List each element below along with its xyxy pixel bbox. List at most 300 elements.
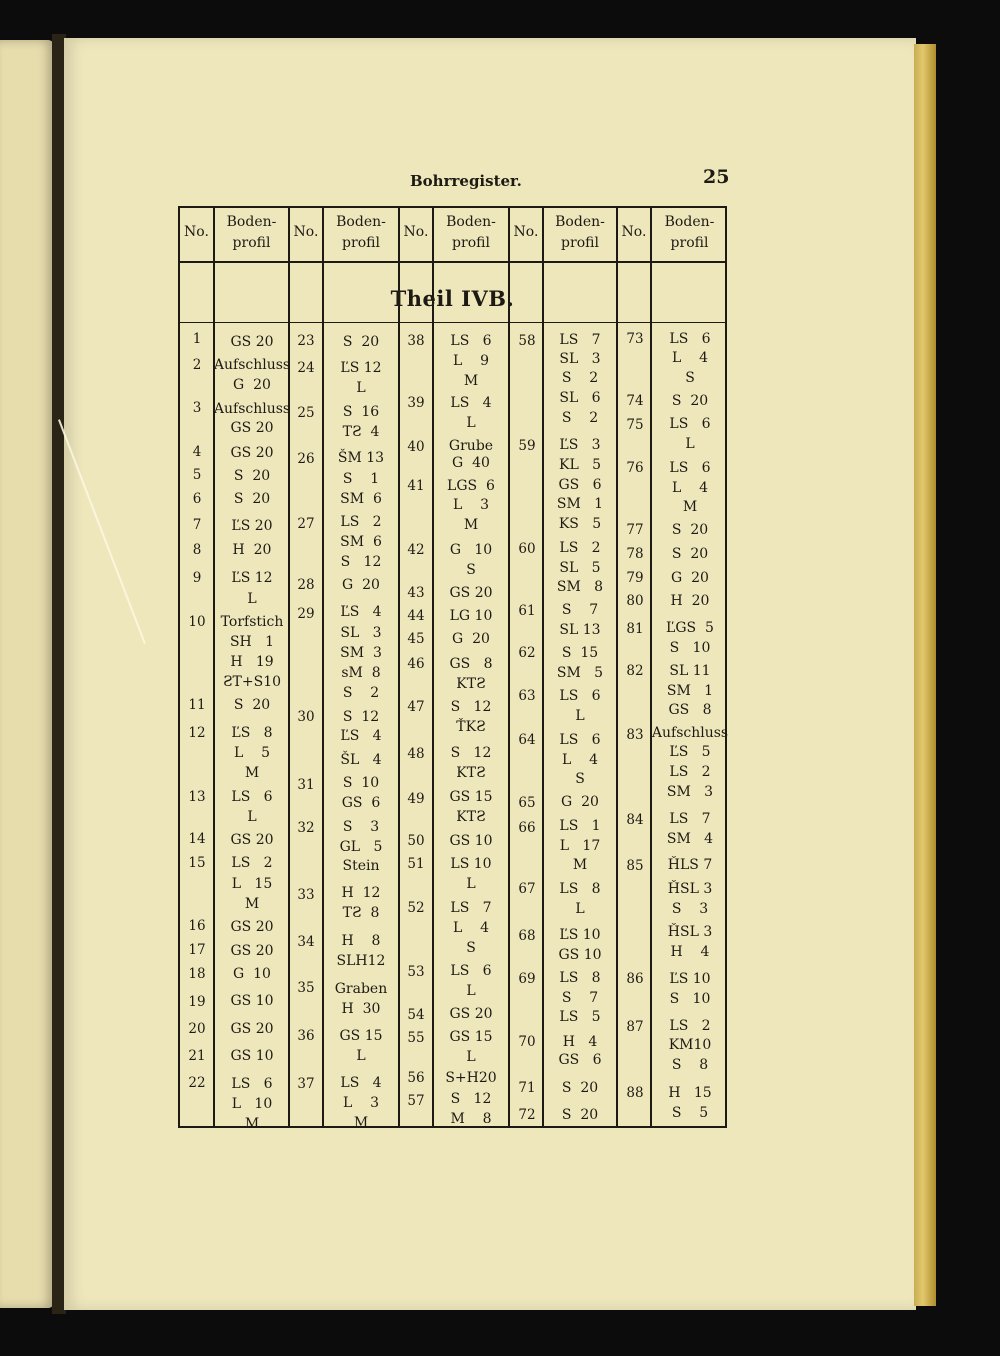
entry-number: 8 — [192, 542, 202, 558]
soil-profile-entry: SL 6 — [559, 390, 601, 406]
header-no: No. — [293, 224, 319, 240]
entry-number: 13 — [188, 789, 206, 805]
soil-profile-entry: L — [466, 983, 476, 999]
soil-profile-entry: S 3 — [342, 819, 380, 835]
soil-profile-entry: L — [247, 591, 257, 607]
header-profile-line2: profil — [670, 235, 709, 251]
soil-profile-entry: KTƧ — [456, 765, 486, 781]
soil-profile-entry: L 4 — [561, 752, 599, 768]
soil-profile-entry: L 4 — [452, 920, 490, 936]
soil-profile-entry: S 10 — [669, 640, 711, 656]
soil-profile-entry: SL 13 — [559, 622, 601, 638]
left-page-edge — [0, 40, 54, 1308]
soil-profile-entry: SM 6 — [340, 491, 382, 507]
soil-profile-entry: ȞSL 3 — [667, 881, 713, 897]
column-rule — [616, 208, 618, 1126]
entry-number: 86 — [626, 971, 644, 987]
entry-number: 27 — [297, 516, 315, 532]
entry-number: 82 — [626, 663, 644, 679]
entry-number: 1 — [192, 331, 202, 347]
soil-profile-entry: S 12 — [450, 699, 492, 715]
soil-profile-entry: LS 6 — [450, 963, 492, 979]
soil-profile-entry: LS 8 — [559, 970, 601, 986]
header-profile-line1: Boden- — [336, 214, 386, 230]
entry-number: 62 — [518, 645, 536, 661]
column-rule — [650, 208, 652, 1126]
soil-profile-entry: GS 10 — [449, 833, 493, 849]
soil-profile-entry: L 17 — [559, 838, 601, 854]
entry-number: 43 — [407, 585, 425, 601]
soil-profile-entry: M — [244, 1116, 260, 1132]
entry-number: 65 — [518, 795, 536, 811]
soil-profile-entry: S 1 — [342, 471, 380, 487]
soil-profile-entry: GS 20 — [230, 919, 274, 935]
soil-profile-entry: GS 20 — [230, 943, 274, 959]
entry-number: 6 — [192, 491, 202, 507]
entry-number: 47 — [407, 699, 425, 715]
soil-profile-entry: ĽS 5 — [669, 744, 711, 760]
soil-profile-entry: M — [353, 1115, 369, 1131]
soil-profile-entry: S 20 — [233, 468, 271, 484]
entry-number: 58 — [518, 333, 536, 349]
soil-profile-entry: LS 6 — [231, 1076, 273, 1092]
soil-profile-entry: S 12 — [450, 1091, 492, 1107]
borehole-register-table — [178, 206, 729, 1132]
soil-profile-entry: GS 6 — [558, 477, 602, 493]
soil-profile-entry: ƧT+S10 — [222, 674, 282, 690]
soil-profile-entry: LS 6 — [559, 688, 601, 704]
soil-profile-entry: KTƧ — [456, 809, 486, 825]
soil-profile-entry: SM 3 — [340, 645, 382, 661]
soil-profile-entry: S — [466, 562, 476, 578]
entry-number: 53 — [407, 964, 425, 980]
header-profile — [215, 212, 288, 254]
soil-profile-entry: LS 7 — [450, 900, 492, 916]
soil-profile-entry: L 9 — [452, 353, 490, 369]
header-profile-line1: Boden- — [226, 214, 277, 230]
entry-number: 10 — [188, 614, 206, 630]
soil-profile-entry: GS 20 — [230, 334, 274, 350]
soil-profile-entry: L — [466, 876, 476, 892]
entry-number: 46 — [407, 656, 425, 672]
entry-number: 25 — [297, 405, 315, 421]
entry-number: 76 — [626, 460, 644, 476]
entry-number: 81 — [626, 621, 644, 637]
soil-profile-entry: TƧ 4 — [342, 424, 380, 440]
entry-number: 24 — [297, 360, 315, 376]
soil-profile-entry: LS 2 — [669, 764, 711, 780]
soil-profile-entry: L — [466, 1049, 476, 1065]
entry-number: 38 — [407, 333, 425, 349]
soil-profile-entry: S 10 — [669, 991, 711, 1007]
soil-profile-entry: SM 4 — [666, 831, 714, 847]
soil-profile-entry: S 12 — [450, 745, 492, 761]
entry-number: 21 — [188, 1048, 206, 1064]
running-header: Bohrregister. — [410, 172, 522, 190]
entry-number: 63 — [518, 688, 536, 704]
section-rule — [180, 322, 725, 323]
soil-profile-entry: S 2 — [342, 685, 380, 701]
entry-number: 55 — [407, 1030, 425, 1046]
soil-profile-entry: S — [466, 940, 476, 956]
soil-profile-entry: SH 1 — [229, 634, 275, 650]
soil-profile-entry: H 30 — [341, 1001, 381, 1017]
entry-number: 80 — [626, 593, 644, 609]
soil-profile-entry: S 2 — [561, 370, 599, 386]
soil-profile-entry: G 10 — [233, 966, 271, 982]
entry-number: 34 — [297, 934, 315, 950]
soil-profile-entry: KL 5 — [558, 457, 602, 473]
header-profile-line1: Boden- — [446, 214, 496, 230]
soil-profile-entry: ĽGS 5 — [666, 620, 714, 636]
soil-profile-entry: LS 1 — [559, 818, 601, 834]
entry-number: 83 — [626, 727, 644, 743]
soil-profile-entry: S 20 — [233, 697, 271, 713]
entry-number: 67 — [518, 881, 536, 897]
entry-number: 44 — [407, 608, 425, 624]
entry-number: 66 — [518, 820, 536, 836]
entry-number: 74 — [626, 393, 644, 409]
entry-number: 72 — [518, 1107, 536, 1123]
entry-number: 32 — [297, 820, 315, 836]
soil-profile-entry: M — [682, 499, 698, 515]
soil-profile-entry: LS 7 — [559, 332, 601, 348]
entry-number: 3 — [192, 400, 202, 416]
soil-profile-entry: GS 20 — [230, 420, 274, 436]
soil-profile-entry: ĽS 4 — [340, 728, 382, 744]
soil-profile-entry: GS 8 — [449, 656, 493, 672]
soil-profile-entry: LS 2 — [231, 855, 273, 871]
entry-number: 41 — [407, 478, 425, 494]
entry-number: 49 — [407, 791, 425, 807]
entry-number: 78 — [626, 546, 644, 562]
entry-number: 12 — [188, 725, 206, 741]
soil-profile-entry: L — [356, 1048, 366, 1064]
entry-number: 26 — [297, 451, 315, 467]
entry-number: 19 — [188, 994, 206, 1010]
soil-profile-entry: S 15 — [561, 645, 599, 661]
soil-profile-entry: ĽS 8 — [231, 725, 273, 741]
soil-profile-entry: S 12 — [342, 709, 380, 725]
soil-profile-entry: S 10 — [342, 775, 380, 791]
header-no: No. — [621, 224, 647, 240]
header-profile-line2: profil — [232, 235, 271, 251]
soil-profile-entry: H 12 — [341, 885, 381, 901]
soil-profile-entry: GS 10 — [230, 993, 274, 1009]
soil-profile-entry: LG 10 — [449, 608, 493, 624]
soil-profile-entry: Aufschluss — [213, 357, 291, 373]
soil-profile-entry: LS 2 — [340, 514, 382, 530]
header-profile-line2: profil — [561, 235, 599, 251]
entry-number: 69 — [518, 971, 536, 987]
soil-profile-entry: SL 5 — [559, 560, 601, 576]
soil-profile-entry: sM 8 — [341, 665, 381, 681]
soil-profile-entry: Torfstich — [220, 614, 284, 630]
entry-number: 84 — [626, 812, 644, 828]
entry-number: 50 — [407, 833, 425, 849]
soil-profile-entry: L 3 — [452, 497, 490, 513]
entry-number: 60 — [518, 541, 536, 557]
entry-number: 17 — [188, 942, 206, 958]
soil-profile-entry: L — [575, 901, 585, 917]
entry-number: 54 — [407, 1007, 425, 1023]
soil-profile-entry: L — [356, 380, 366, 396]
soil-profile-entry: G 20 — [233, 377, 271, 393]
column-rule — [398, 208, 400, 1126]
soil-profile-entry: LS 6 — [231, 789, 273, 805]
soil-profile-entry: G 20 — [671, 570, 709, 586]
soil-profile-entry: GS 20 — [230, 445, 274, 461]
soil-profile-entry: ŤKƧ — [456, 719, 486, 735]
soil-profile-entry: S 16 — [342, 404, 380, 420]
entry-number: 51 — [407, 856, 425, 872]
entry-number: 33 — [297, 887, 315, 903]
entry-number: 88 — [626, 1085, 644, 1101]
soil-profile-entry: ĽS 12 — [231, 570, 273, 586]
entry-number: 45 — [407, 631, 425, 647]
soil-profile-entry: L 5 — [233, 745, 271, 761]
column-rule — [322, 208, 324, 1126]
soil-profile-entry: GS 15 — [449, 1029, 493, 1045]
soil-profile-entry: LS 10 — [450, 856, 492, 872]
soil-profile-entry: S 2 — [561, 410, 599, 426]
entry-number: 77 — [626, 522, 644, 538]
entry-number: 68 — [518, 928, 536, 944]
soil-profile-entry: LGS 6 — [447, 478, 495, 494]
soil-profile-entry: SL 11 — [669, 663, 711, 679]
soil-profile-entry: SM 6 — [340, 534, 382, 550]
header-profile-line2: profil — [452, 235, 490, 251]
entry-number: 48 — [407, 746, 425, 762]
entry-number: 9 — [192, 570, 202, 586]
entry-number: 14 — [188, 831, 206, 847]
entry-number: 73 — [626, 331, 644, 347]
soil-profile-entry: S — [685, 370, 695, 386]
soil-profile-entry: S 20 — [671, 546, 709, 562]
entry-number: 29 — [297, 606, 315, 622]
soil-profile-entry: GL 5 — [339, 839, 383, 855]
soil-profile-entry: Aufschluss — [213, 401, 291, 417]
soil-profile-entry: L 3 — [342, 1095, 380, 1111]
soil-profile-entry: LS 6 — [669, 331, 711, 347]
header-rule — [180, 261, 725, 263]
entry-number: 30 — [297, 709, 315, 725]
soil-profile-entry: LS 6 — [559, 732, 601, 748]
soil-profile-entry: M — [244, 765, 260, 781]
soil-profile-entry: M 8 — [450, 1111, 492, 1127]
entry-number: 39 — [407, 395, 425, 411]
soil-profile-entry: L 4 — [671, 350, 709, 366]
header-no: No. — [513, 224, 539, 240]
soil-profile-entry: ĽS 3 — [559, 437, 601, 453]
soil-profile-entry: L — [575, 708, 585, 724]
soil-profile-entry: GS 15 — [339, 1028, 383, 1044]
soil-profile-entry: GS 20 — [449, 1006, 493, 1022]
soil-profile-entry: LS 8 — [559, 881, 601, 897]
soil-profile-entry: S 8 — [671, 1057, 709, 1073]
soil-profile-entry: H 4 — [562, 1034, 598, 1050]
soil-profile-entry: L — [247, 809, 257, 825]
soil-profile-entry: S 20 — [233, 491, 271, 507]
soil-profile-entry: SM 1 — [556, 496, 604, 512]
entry-number: 31 — [297, 777, 315, 793]
entry-number: 57 — [407, 1093, 425, 1109]
entry-number: 15 — [188, 855, 206, 871]
soil-profile-entry: ĽS 20 — [231, 518, 273, 534]
soil-profile-entry: M — [572, 857, 588, 873]
column-rule — [288, 208, 290, 1126]
soil-profile-entry: Stein — [342, 858, 380, 874]
soil-profile-entry: LS 6 — [669, 416, 711, 432]
entry-number: 18 — [188, 966, 206, 982]
soil-profile-entry: G 20 — [561, 794, 599, 810]
soil-profile-entry: M — [463, 373, 479, 389]
entry-number: 23 — [297, 333, 315, 349]
entry-number: 85 — [626, 858, 644, 874]
entry-number: 4 — [192, 444, 202, 460]
soil-profile-entry: KS 5 — [558, 516, 602, 532]
entry-number: 64 — [518, 732, 536, 748]
entry-number: 11 — [188, 697, 206, 713]
soil-profile-entry: SM 5 — [556, 665, 604, 681]
column-rule — [508, 208, 510, 1126]
header-profile-line1: Boden- — [664, 214, 715, 230]
column-rule — [542, 208, 544, 1126]
soil-profile-entry: L 15 — [231, 876, 273, 892]
soil-profile-entry: ĽS 4 — [340, 604, 382, 620]
soil-profile-entry: TƧ 8 — [342, 905, 380, 921]
soil-profile-entry: SL 3 — [340, 625, 382, 641]
header-profile — [434, 212, 508, 254]
soil-profile-entry: L 4 — [671, 480, 709, 496]
soil-profile-entry: SM 8 — [556, 579, 604, 595]
soil-profile-entry: G 10 — [449, 542, 493, 558]
entry-number: 42 — [407, 542, 425, 558]
soil-profile-entry: SM 1 — [666, 683, 714, 699]
soil-profile-entry: Graben — [334, 981, 388, 997]
soil-profile-entry: ŠL 4 — [340, 752, 382, 768]
entry-number: 28 — [297, 577, 315, 593]
header-no: No. — [403, 224, 429, 240]
soil-profile-entry: S 12 — [340, 554, 382, 570]
soil-profile-entry: Grube — [448, 438, 494, 454]
soil-profile-entry: ĽS 10 — [669, 971, 711, 987]
page-stack-edge — [914, 44, 936, 1306]
soil-profile-entry: L — [685, 436, 695, 452]
soil-profile-entry: S 20 — [671, 522, 709, 538]
page-number: 25 — [703, 166, 730, 188]
soil-profile-entry: GS 20 — [230, 832, 274, 848]
soil-profile-entry: S 3 — [671, 901, 709, 917]
soil-profile-entry: G 40 — [452, 455, 490, 471]
entry-number: 79 — [626, 570, 644, 586]
soil-profile-entry: S 7 — [561, 602, 599, 618]
soil-profile-entry: SL 3 — [559, 351, 601, 367]
soil-profile-entry: LS 6 — [669, 460, 711, 476]
entry-number: 70 — [518, 1034, 536, 1050]
soil-profile-entry: GS 15 — [449, 789, 493, 805]
header-profile — [652, 212, 727, 254]
entry-number: 16 — [188, 918, 206, 934]
entry-number: 40 — [407, 439, 425, 455]
entry-number: 56 — [407, 1070, 425, 1086]
entry-number: 7 — [192, 517, 202, 533]
soil-profile-entry: LS 6 — [450, 333, 492, 349]
entry-number: 52 — [407, 900, 425, 916]
entry-number: 36 — [297, 1028, 315, 1044]
soil-profile-entry: SLH12 — [336, 953, 386, 969]
soil-profile-entry: GS 20 — [230, 1021, 274, 1037]
soil-profile-entry: SM 3 — [666, 784, 714, 800]
header-profile-line2: profil — [342, 235, 380, 251]
soil-profile-entry: S 20 — [561, 1107, 599, 1123]
soil-profile-entry: L 10 — [231, 1096, 273, 1112]
entry-number: 71 — [518, 1080, 536, 1096]
soil-profile-entry: H 20 — [232, 542, 272, 558]
soil-profile-entry: S 20 — [671, 393, 709, 409]
entry-number: 5 — [192, 467, 202, 483]
soil-profile-entry: Aufschluss — [651, 725, 729, 741]
entry-number: 37 — [297, 1076, 315, 1092]
soil-profile-entry: S 20 — [342, 334, 380, 350]
soil-profile-entry: H 4 — [670, 944, 710, 960]
soil-profile-entry: GS 20 — [449, 585, 493, 601]
entry-number: 87 — [626, 1019, 644, 1035]
header-profile — [324, 212, 398, 254]
soil-profile-entry: GS 10 — [230, 1048, 274, 1064]
soil-profile-entry: KM10 — [668, 1037, 712, 1053]
entry-number: 61 — [518, 603, 536, 619]
entry-number: 20 — [188, 1021, 206, 1037]
soil-profile-entry: ĽS 10 — [559, 927, 601, 943]
entry-number: 75 — [626, 417, 644, 433]
soil-profile-entry: KTƧ — [456, 676, 486, 692]
entry-number: 22 — [188, 1075, 206, 1091]
header-no: No. — [184, 224, 209, 240]
header-profile — [544, 212, 616, 254]
soil-profile-entry: ȞLS 7 — [667, 857, 713, 873]
soil-profile-entry: M — [244, 896, 260, 912]
soil-profile-entry: GS 8 — [668, 702, 712, 718]
soil-profile-entry: GS 10 — [558, 947, 602, 963]
section-title: Theil IVB. — [390, 286, 515, 311]
soil-profile-entry: G 20 — [342, 577, 380, 593]
soil-profile-entry: S 20 — [561, 1080, 599, 1096]
soil-profile-entry: H 8 — [341, 933, 381, 949]
soil-profile-entry: L — [466, 415, 476, 431]
column-rule — [213, 208, 215, 1126]
soil-profile-entry: H 20 — [670, 593, 710, 609]
soil-profile-entry: S 7 — [561, 990, 599, 1006]
soil-profile-entry: S — [575, 771, 585, 787]
soil-profile-entry: ĽS 12 — [340, 360, 382, 376]
soil-profile-entry: GS 6 — [558, 1052, 602, 1068]
header-profile-line1: Boden- — [555, 214, 605, 230]
soil-profile-entry: H 15 — [668, 1085, 712, 1101]
soil-profile-entry: LS 2 — [559, 540, 601, 556]
soil-profile-entry: M — [463, 517, 479, 533]
soil-profile-entry: LS 2 — [669, 1018, 711, 1034]
entry-number: 35 — [297, 980, 315, 996]
soil-profile-entry: LS 7 — [669, 811, 711, 827]
soil-profile-entry: S+H20 — [445, 1070, 497, 1086]
soil-profile-entry: GS 6 — [341, 795, 381, 811]
column-rule — [432, 208, 434, 1126]
soil-profile-entry: H 19 — [230, 654, 274, 670]
soil-profile-entry: LS 4 — [340, 1075, 382, 1091]
soil-profile-entry: G 20 — [452, 631, 490, 647]
entry-number: 2 — [192, 357, 202, 373]
